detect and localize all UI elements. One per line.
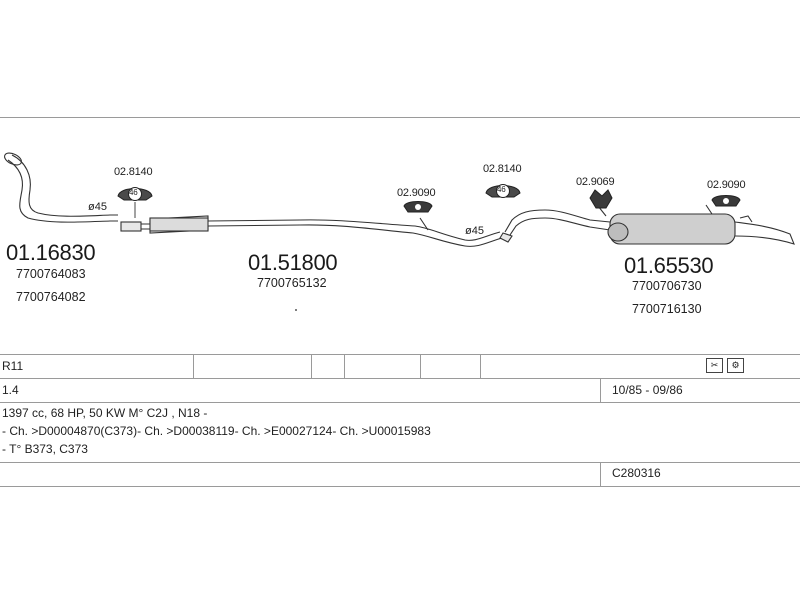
types-cell: - T° B373, C373: [2, 442, 88, 456]
part-reference: 7700716130: [632, 302, 702, 316]
years-cell: 10/85 - 09/86: [612, 383, 683, 397]
table-row-line: [0, 402, 800, 403]
table-col-line: [193, 354, 194, 378]
table-col-line: [600, 378, 601, 402]
table-row-line: [0, 378, 800, 379]
rear-pipe: [505, 210, 610, 232]
table-col-line: [480, 354, 481, 378]
engine-cell: 1.4: [2, 383, 19, 397]
tail-pipe: [735, 222, 794, 244]
table-bottom-line: [0, 486, 800, 487]
hanger-02-9090-a: [404, 202, 432, 213]
chassis-cell: - Ch. >D00004870(C373)- Ch. >D00038119- Ch. >E00027124- Ch. >U00015983: [2, 424, 431, 438]
middle-resonator: [150, 218, 208, 231]
table-col-line: [311, 354, 312, 378]
table-top-line: [0, 354, 800, 355]
clamp-label: 02.8140: [114, 166, 153, 178]
dot-mark: [295, 309, 297, 311]
hanger-02-9069: [590, 190, 612, 208]
code-cell: C280316: [612, 466, 661, 480]
part-reference: 7700764082: [16, 290, 86, 304]
pipe-diameter-label: ø45: [465, 225, 484, 237]
pipe-sleeve: [121, 222, 141, 231]
clamp-badge: 46: [497, 185, 506, 194]
mount-icon: ⚙: [727, 358, 744, 373]
table-col-line: [420, 354, 421, 378]
table-col-line: [344, 354, 345, 378]
clamp-label: 02.8140: [483, 163, 522, 175]
table-row-line: [0, 462, 800, 463]
part-number: 01.51800: [248, 250, 338, 275]
pipe-diameter-label: ø45: [88, 201, 107, 213]
part-number: 01.65530: [624, 253, 714, 278]
hanger-02-9090-b: [712, 196, 740, 207]
front-pipe-flange: [3, 151, 24, 168]
clamp-label: 02.9069: [576, 176, 615, 188]
clamp-label: 02.9090: [397, 187, 436, 199]
spec-cell: 1397 cc, 68 HP, 50 KW M° C2J , N18 -: [2, 406, 208, 420]
part-number: 01.16830: [6, 240, 96, 265]
clamp-badge: 46: [129, 188, 138, 197]
part-reference: 7700764083: [16, 267, 86, 281]
part-reference: 7700706730: [632, 279, 702, 293]
clamp-label: 02.9090: [707, 179, 746, 191]
model-cell: R11: [2, 359, 24, 373]
clamp-icon: ✂: [706, 358, 723, 373]
part-reference: 7700765132: [257, 276, 327, 290]
table-col-line: [600, 462, 601, 486]
rear-silencer: [610, 214, 735, 244]
